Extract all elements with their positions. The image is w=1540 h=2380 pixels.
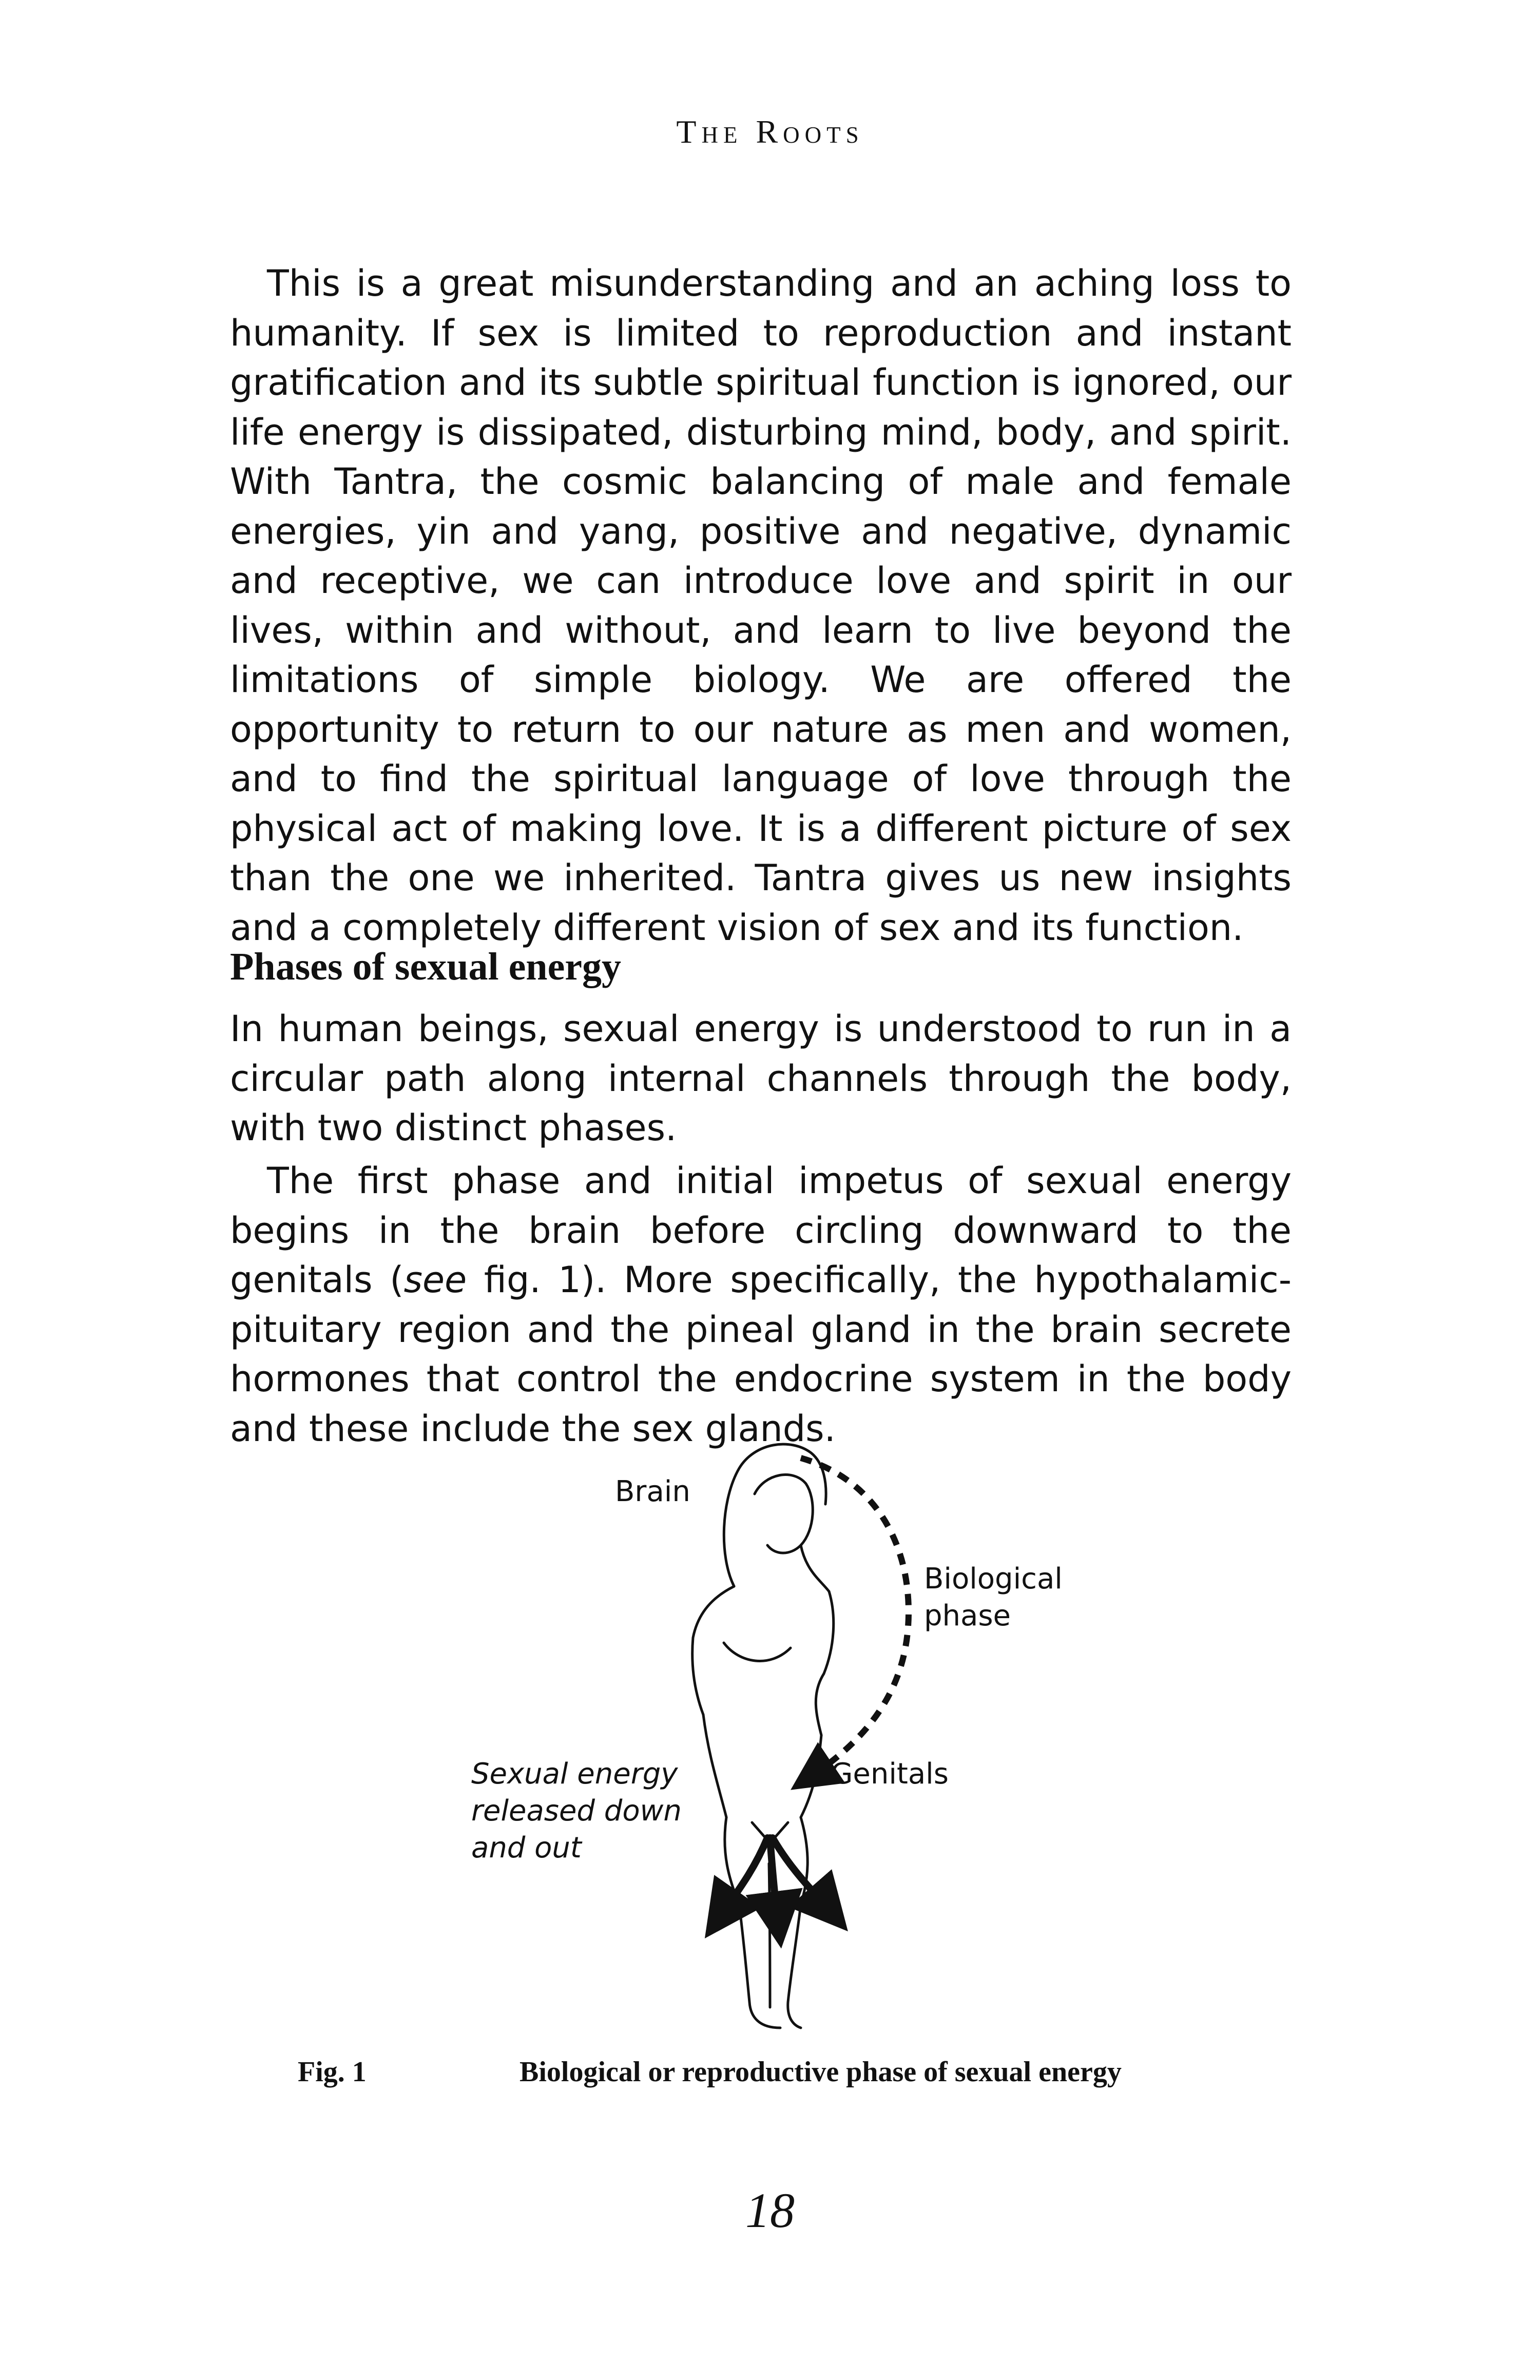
- intro-paragraph: [230, 259, 1292, 952]
- running-head: The Roots: [676, 113, 864, 150]
- biological-phase-line-1: Biological: [924, 1562, 1063, 1596]
- figure-1: [0, 1427, 1540, 2043]
- phases-paragraph-2-text: [230, 1156, 1292, 1453]
- phases-paragraph-1: [230, 1004, 1292, 1153]
- phases-paragraph-1-text: In human beings, sexual energy is understood to run in a circular path along internal channels through the body, with two distinct phases.: [230, 1008, 1292, 1149]
- released-energy-line-1: Sexual energy: [471, 1757, 678, 1791]
- released-energy-line-2: released down: [471, 1794, 682, 1828]
- phases-paragraph-2: [230, 1156, 1292, 1453]
- brain-label: Brain: [615, 1475, 690, 1508]
- figure-number: Fig. 1: [298, 2056, 367, 2088]
- phases-paragraph-2-end: fig. 1). More specifically, the hypothalamic-pituitary region and the pineal gland in the brain secrete hormones that control the endocrine system in the body and these include the sex glands.: [230, 1259, 1292, 1450]
- biological-phase-label: [924, 1561, 1063, 1635]
- released-energy-label: [471, 1756, 682, 1867]
- body-diagram: [0, 1427, 1540, 2043]
- intro-paragraph-text: This is a great misunderstanding and an aching loss to humanity. If sex is limited to reproduction and instant gratification and its subtle spiritual function is ignored, our life energy is dissipated, disturbing mind, body, and spirit. With Tantra, the cosmic balancing of male and female energies, yin and yang, positive and negative, dynamic and receptive, we can introduce love and spirit in our lives, within and without, and learn to live beyond the limitations of simple biology. We are offered the opportunity to return to our nature as men and women, and to find the spiritual language of love through the physical act of making love. It is a different picture of sex than the one we inherited. Tantra gives us new insights and a completely different vision of sex and its function.: [230, 262, 1292, 949]
- genitals-label: Genitals: [831, 1757, 949, 1791]
- released-energy-line-3: and out: [471, 1831, 582, 1865]
- human-figure-outline: [692, 1444, 834, 2028]
- section-heading: Phases of sexual energy: [230, 945, 622, 988]
- biological-phase-line-2: phase: [924, 1599, 1011, 1633]
- figure-caption: Biological or reproductive phase of sexual energy: [519, 2056, 1122, 2088]
- phases-paragraph-2-start: The first phase and initial impetus of sexual energy begins in the brain before circling downward to the genitals (: [230, 1160, 1292, 1301]
- released-energy-arrows: [721, 1838, 829, 1920]
- see-reference: see: [403, 1259, 467, 1301]
- biological-phase-arrow: [801, 1458, 909, 1776]
- page-number: 18: [745, 2183, 795, 2238]
